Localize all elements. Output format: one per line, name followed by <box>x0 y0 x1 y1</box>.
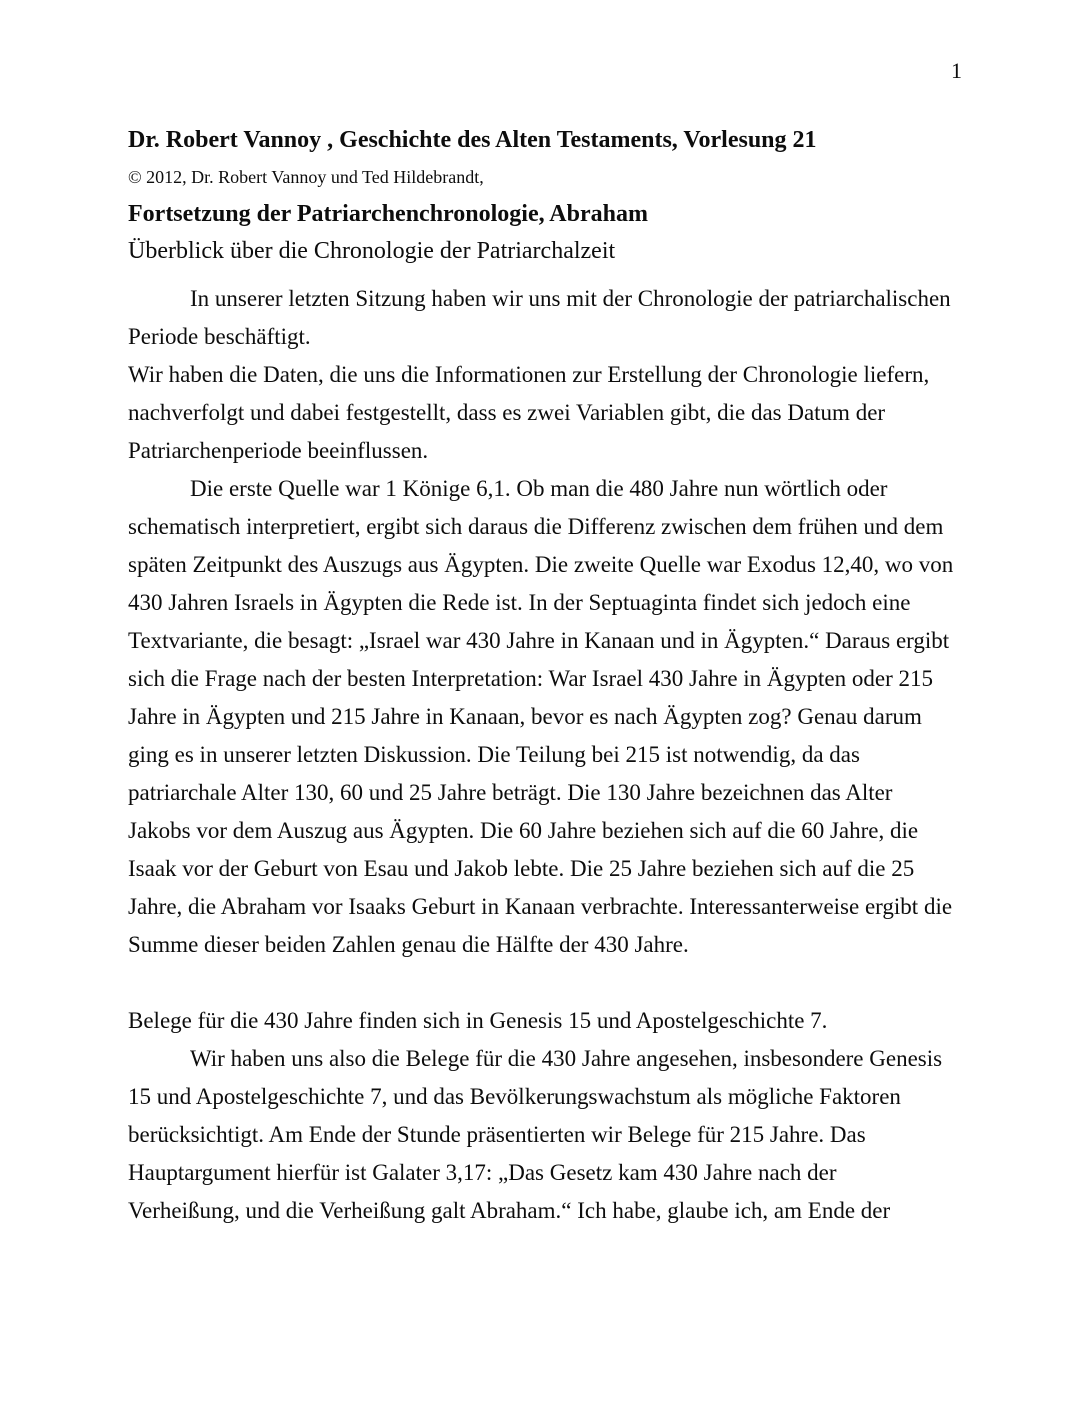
text-line: Periode beschäftigt. <box>128 324 311 349</box>
text-line: Jahre in Ägypten und 215 Jahre in Kanaan, bevor es nach Ägypten zog? Genau darum <box>128 704 922 729</box>
document-title: Dr. Robert Vannoy , Geschichte des Alten Testaments, Vorlesung 21 <box>128 127 817 153</box>
text-line: 430 Jahren Israels in Ägypten die Rede ist. In der Septuaginta findet sich jedoch eine <box>128 590 911 615</box>
text-line: Die erste Quelle war 1 Könige 6,1. Ob man die 480 Jahre nun wörtlich oder <box>190 476 888 501</box>
text-line: ging es in unserer letzten Diskussion. Die Teilung bei 215 ist notwendig, da das <box>128 742 860 767</box>
text-line: Wir haben die Daten, die uns die Informationen zur Erstellung der Chronologie liefern, <box>128 362 930 387</box>
page-number: 1 <box>951 58 962 83</box>
text-line: Isaak vor der Geburt von Esau und Jakob lebte. Die 25 Jahre beziehen sich auf die 25 <box>128 856 915 881</box>
text-line: In unserer letzten Sitzung haben wir uns mit der Chronologie der patriarchalischen <box>190 286 951 311</box>
text-line: 15 und Apostelgeschichte 7, und das Bevölkerungswachstum als mögliche Faktoren <box>128 1084 901 1109</box>
page-content <box>128 122 1088 1230</box>
blank-line <box>128 964 1088 1002</box>
text-line: Hauptargument hierfür ist Galater 3,17: „Das Gesetz kam 430 Jahre nach der <box>128 1160 837 1185</box>
section-subheading: Überblick über die Chronologie der Patriarchalzeit <box>128 238 616 264</box>
text-line: Textvariante, die besagt: „Israel war 430 Jahre in Kanaan und in Ägypten.“ Daraus ergibt <box>128 628 950 653</box>
text-line: nachverfolgt und dabei festgestellt, dass es zwei Variablen gibt, die das Datum der <box>128 400 886 425</box>
text-line: berücksichtigt. Am Ende der Stunde präsentierten wir Belege für 215 Jahre. Das <box>128 1122 866 1147</box>
text-line: patriarchale Alter 130, 60 und 25 Jahre beträgt. Die 130 Jahre bezeichnen das Alter <box>128 780 893 805</box>
text-line: späten Zeitpunkt des Auszugs aus Ägypten. Die zweite Quelle war Exodus 12,40, wo von <box>128 552 954 577</box>
copyright-line: © 2012, Dr. Robert Vannoy und Ted Hildebrandt, <box>128 167 484 187</box>
text-line: Jakobs vor dem Auszug aus Ägypten. Die 60 Jahre beziehen sich auf die 60 Jahre, die <box>128 818 919 843</box>
section-heading: Fortsetzung der Patriarchenchronologie, Abraham <box>128 201 648 227</box>
text-line: Verheißung, und die Verheißung galt Abraham.“ Ich habe, glaube ich, am Ende der <box>128 1198 891 1223</box>
text-line: Jahre, die Abraham vor Isaaks Geburt in Kanaan verbrachte. Interessanterweise ergibt die <box>128 894 953 919</box>
text-line: Patriarchenperiode beeinflussen. <box>128 438 429 463</box>
text-line: sich die Frage nach der besten Interpretation: War Israel 430 Jahre in Ägypten oder 215 <box>128 666 933 691</box>
body-lines <box>128 280 1088 1230</box>
text-line: schematisch interpretiert, ergibt sich daraus die Differenz zwischen dem frühen und dem <box>128 514 944 539</box>
text-line: Wir haben uns also die Belege für die 430 Jahre angesehen, insbesondere Genesis <box>190 1046 943 1071</box>
text-line: Belege für die 430 Jahre finden sich in Genesis 15 und Apostelgeschichte 7. <box>128 1008 828 1033</box>
text-line: Summe dieser beiden Zahlen genau die Hälfte der 430 Jahre. <box>128 932 689 957</box>
